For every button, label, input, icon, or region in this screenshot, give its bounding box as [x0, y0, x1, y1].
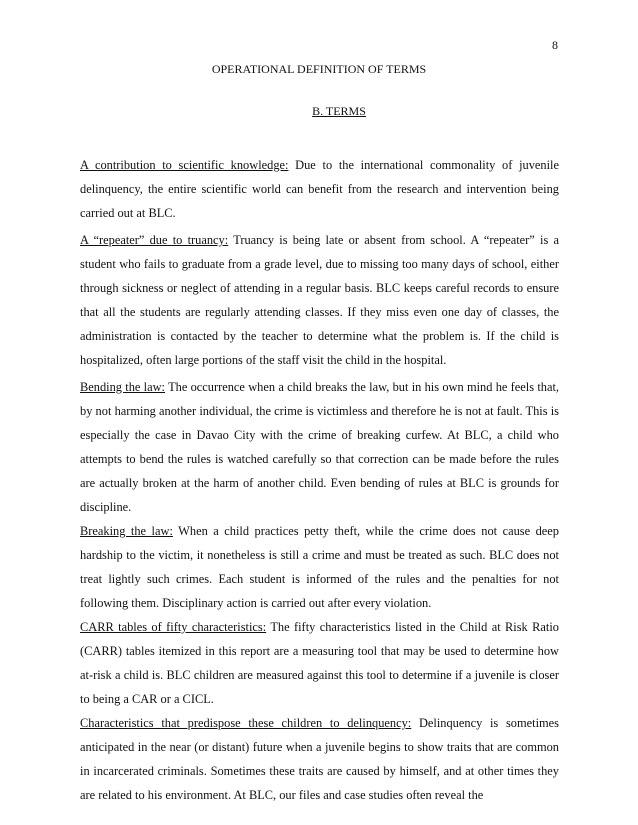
page-number: 8 — [552, 38, 558, 52]
term-label: Breaking the law: — [80, 524, 173, 538]
document-title: OPERATIONAL DEFINITION OF TERMS — [211, 62, 427, 76]
term-definition: The occurrence when a child breaks the law, but in his own mind he feels that, by not harming another individual, the crime is victimless and therefore he is not at fault. This is especially the case in Davao City with the crime of breaking curfew. At BLC, a child who attempts to bend the rules is watched carefully so that correction can be made before the rules are actually broken at the harm of another child. Even bending of rules at BLC is grounds for discipline. — [80, 380, 560, 514]
term-label: Characteristics that predispose these children to delinquency: — [80, 716, 412, 730]
section-heading — [0, 104, 638, 119]
section-heading-text: B. TERMS — [312, 104, 366, 118]
paragraph-repeater — [80, 228, 559, 372]
paragraph-bending-the-law — [80, 375, 559, 519]
term-definition: Truancy is being late or absent from school. A “repeater” is a student who fails to graduate from a grade level, due to missing too many days of school, either through sickness or neglect of attending in a regular basis. BLC keeps careful records to ensure that all the students are regularly attending classes. If they miss even one day of classes, the administration is contacted by the teacher to determine what the problem is. If the child is hospitalized, often large portions of the staff visit the child in the hospital. — [80, 233, 559, 367]
term-definition: Due to the international commonality of juvenile delinquency, the entire scientific world can benefit from the research and intervention being carried out at BLC. — [80, 158, 559, 220]
term-label: A contribution to scientific knowledge: — [80, 158, 289, 172]
term-definition: The fifty characteristics listed in the Child at Risk Ratio (CARR) tables itemized in this report are a measuring tool that may be used to determine how at-risk a child is. BLC children are measured against this tool to determine if a juvenile is closer to being a CAR or a CICL. — [80, 620, 559, 706]
term-label: A “repeater” due to truancy: — [80, 233, 229, 247]
term-definition: Delinquency is sometimes anticipated in the near (or distant) future when a juvenile begins to show traits that are common in incarcerated criminals. Sometimes these traits are caused by himself, and at other times they are related to his environment. At BLC, our files and case studies often reveal the — [80, 716, 559, 802]
term-label: Bending the law: — [80, 380, 166, 394]
paragraph-breaking-the-law — [80, 519, 559, 615]
paragraph-carr-tables — [80, 615, 559, 711]
body-text — [80, 153, 559, 807]
term-definition: When a child practices petty theft, while the crime does not cause deep hardship to the victim, it nonetheless is still a crime and must be treated as such. BLC does not treat lightly such crimes. Each student is informed of the rules and the penalties for not following them. Disciplinary action is carried out after every violation. — [80, 524, 559, 610]
paragraph-scientific-knowledge — [80, 153, 559, 225]
paragraph-predisposing-characteristics — [80, 711, 559, 807]
term-label: CARR tables of fifty characteristics: — [80, 620, 267, 634]
